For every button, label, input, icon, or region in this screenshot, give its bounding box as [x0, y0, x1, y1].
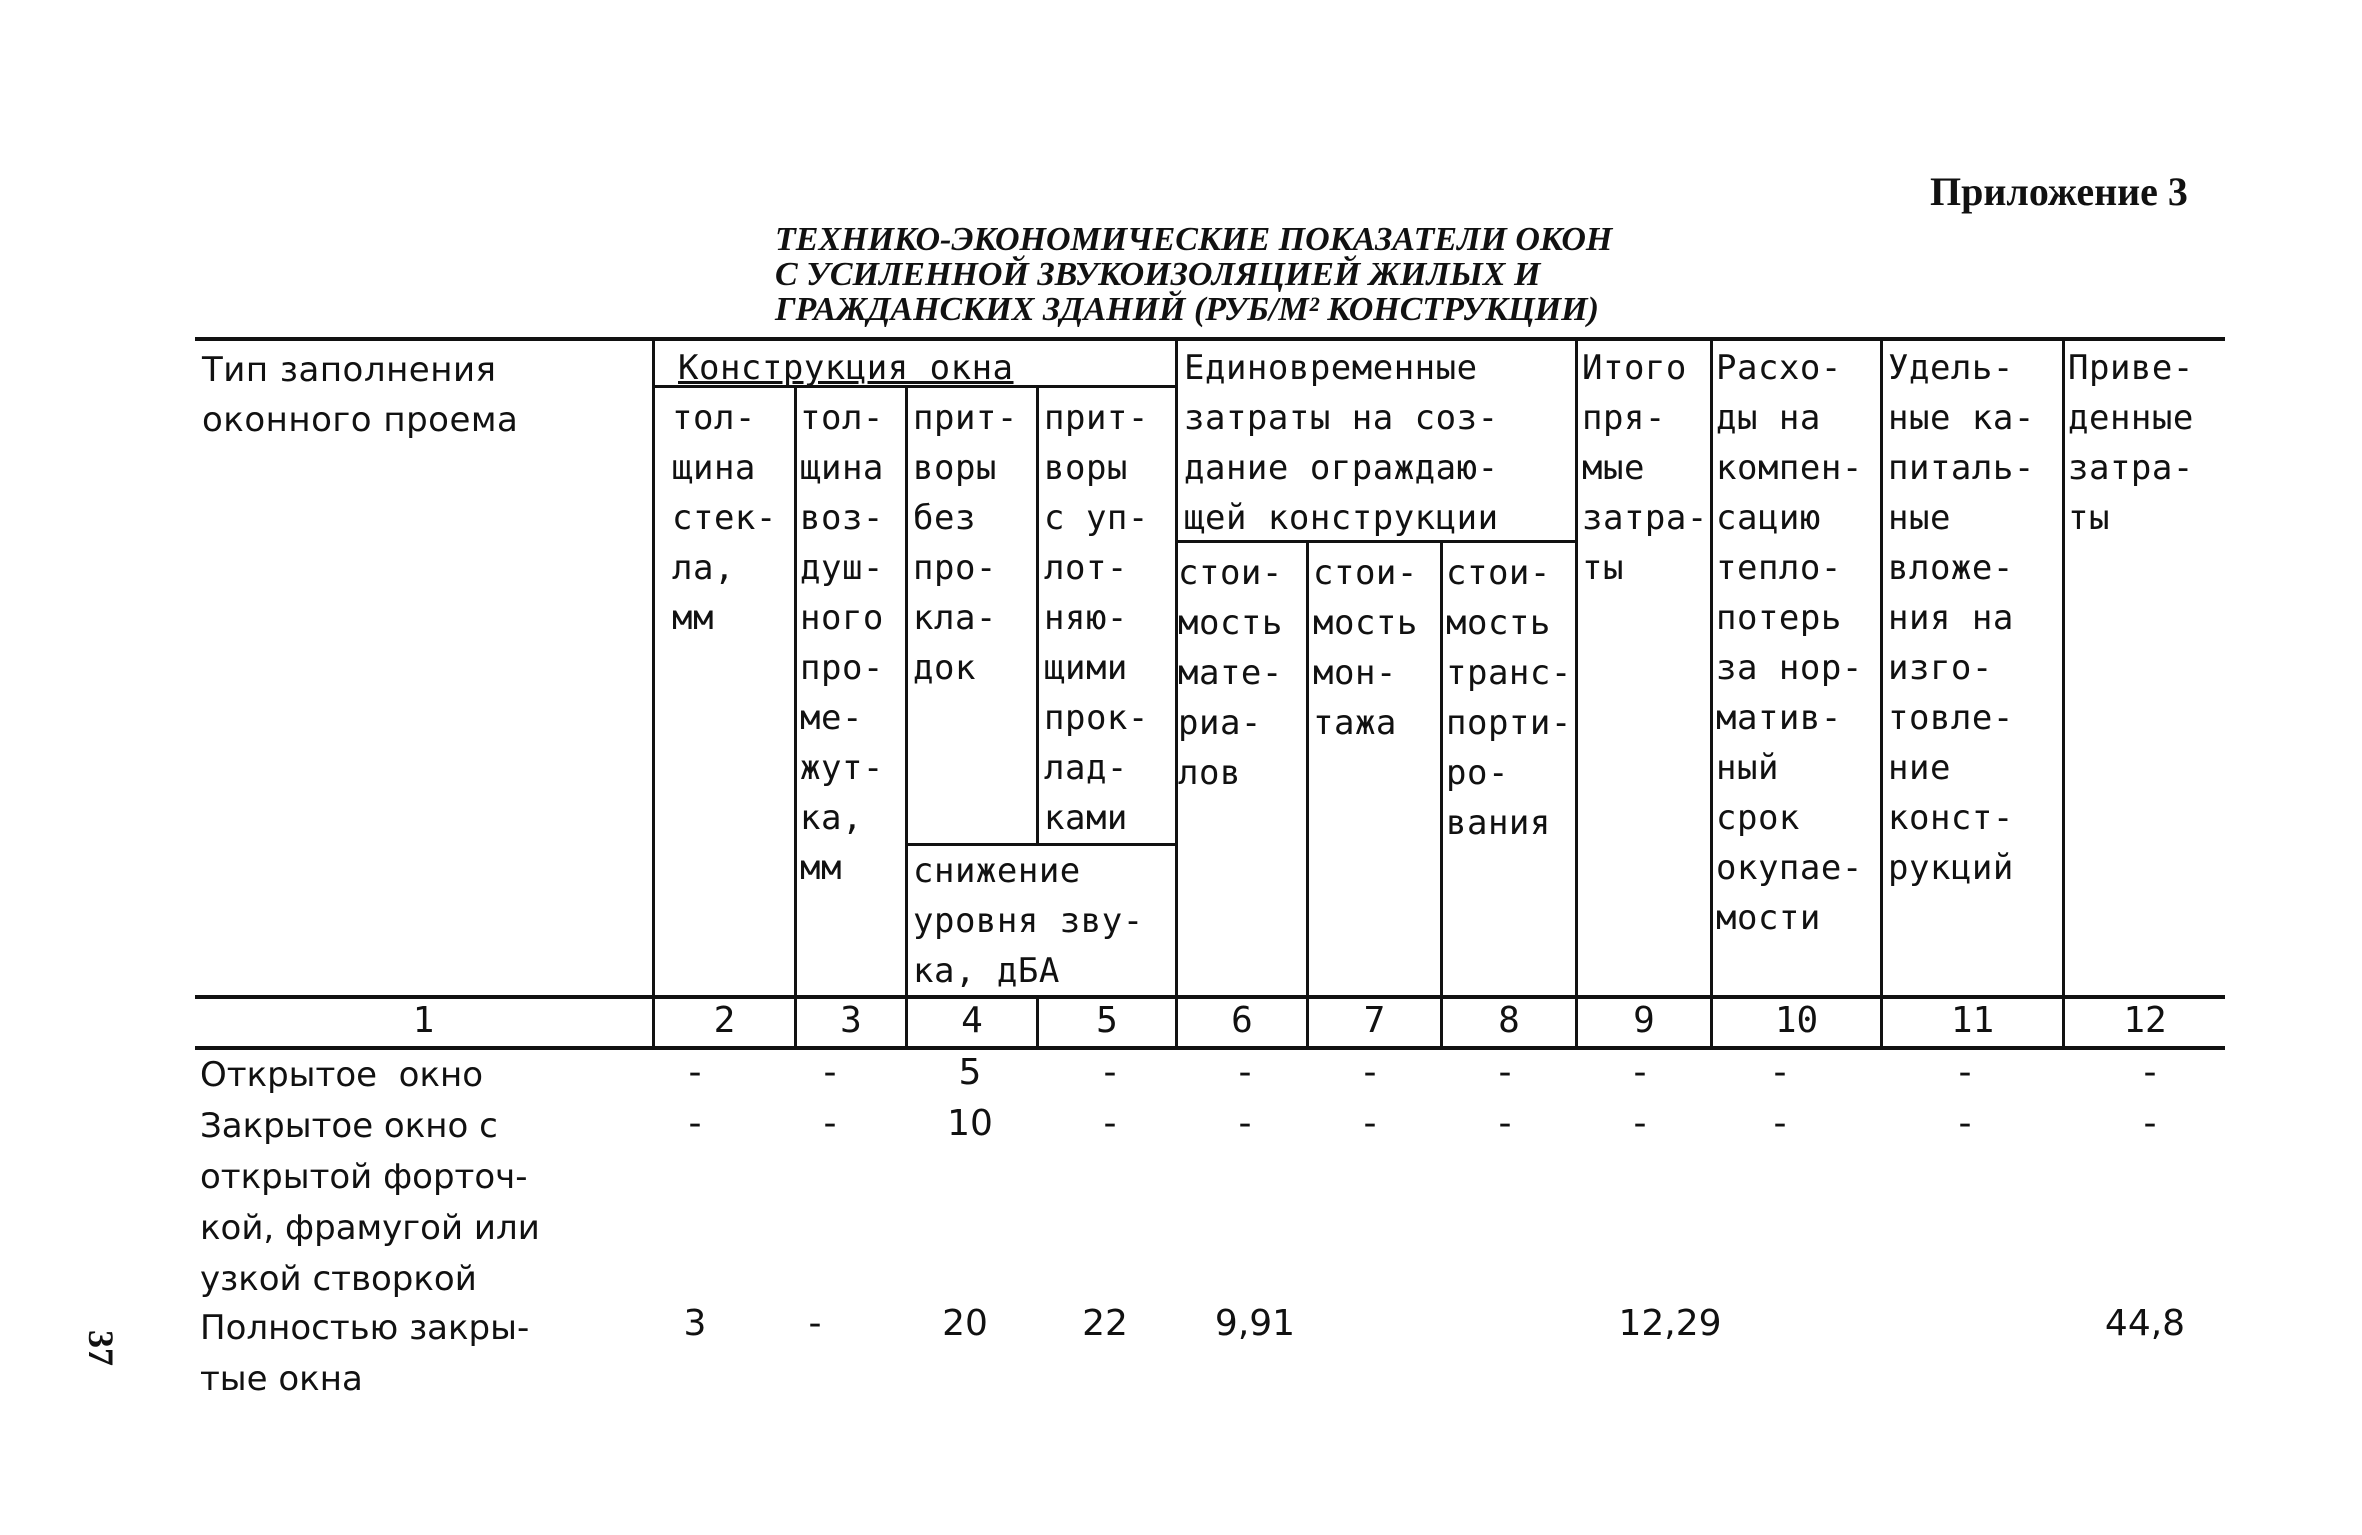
table-cell: - — [688, 1103, 702, 1144]
vline-11 — [2062, 338, 2065, 1048]
column-number: 10 — [1774, 1000, 1819, 1041]
table-cell: - — [1363, 1052, 1377, 1093]
table-cell: 22 — [1082, 1303, 1128, 1344]
table-cell: - — [1633, 1052, 1647, 1093]
table-cell: - — [823, 1103, 837, 1144]
table-cell: - — [1773, 1052, 1787, 1093]
column-number: 6 — [1231, 1000, 1253, 1041]
column-number: 12 — [2123, 1000, 2167, 1041]
header-bottom-rule — [195, 995, 2225, 999]
table-cell: - — [1958, 1103, 1972, 1144]
header-col7: стои- мость мон- тажа — [1313, 553, 1418, 743]
table-cell: - — [1773, 1103, 1787, 1144]
numbers-bottom-rule — [195, 1046, 2225, 1050]
table-cell: - — [1633, 1103, 1647, 1144]
header-noise-reduction: снижение уровня зву- ка, дБА — [913, 851, 1144, 991]
vline-3 — [905, 388, 908, 1048]
table-cell: 20 — [942, 1303, 988, 1344]
table-cell: - — [1238, 1103, 1252, 1144]
column-number: 8 — [1498, 1000, 1520, 1041]
header-construction-group: Конструкция окна — [678, 348, 1014, 388]
table-cell: - — [1103, 1052, 1117, 1093]
row-label-open-window: Открытое окно — [200, 1055, 484, 1095]
table-cell: - — [2143, 1103, 2157, 1144]
table-cell: - — [823, 1052, 837, 1093]
appendix-label: Приложение 3 — [1930, 169, 2188, 214]
title-line-2: С УСИЛЕННОЙ ЗВУКОИЗОЛЯЦИЕЙ ЖИЛЫХ И — [775, 256, 1541, 293]
vline-10 — [1880, 338, 1883, 1048]
header-col4: прит- воры без про- кла- док — [913, 398, 1018, 688]
column-number: 5 — [1096, 1000, 1118, 1041]
vline-2 — [794, 388, 797, 1048]
page-number: 37 — [81, 1330, 121, 1366]
header-type: Тип заполнения оконного проема — [202, 350, 519, 440]
table-cell: - — [688, 1052, 702, 1093]
vline-4 — [1036, 388, 1039, 843]
table-cell: - — [2143, 1052, 2157, 1093]
column-number: 11 — [1950, 1000, 1995, 1041]
header-col3: тол- щина воз- душ- ного про- ме- жут- ка, мм — [800, 398, 884, 888]
vline-7 — [1440, 543, 1443, 1048]
table-cell: 12,29 — [1618, 1303, 1722, 1344]
table-cell: - — [1103, 1103, 1117, 1144]
column-number: 9 — [1633, 1000, 1655, 1041]
header-col10: Расхо- ды на компен- сацию тепло- потерь за нор- матив- ный срок окупае- мости — [1716, 348, 1863, 938]
column-number: 7 — [1363, 1000, 1386, 1041]
header-col11: Удель- ные ка- питаль- ные вложе- ния на изго- товле- ние конст- рукций — [1888, 348, 2035, 888]
title-line-1: ТЕХНИКО-ЭКОНОМИЧЕСКИЕ ПОКАЗАТЕЛИ ОКОН — [775, 221, 1613, 258]
table-cell: - — [1238, 1052, 1252, 1093]
table-top-rule — [195, 337, 2225, 341]
vline-1 — [652, 338, 655, 1048]
table-cell: - — [1363, 1103, 1377, 1144]
column-number: 1 — [412, 1000, 435, 1041]
header-onetime-group: Единовременные затраты на соз- дание ограждаю- щей конструкции — [1184, 348, 1499, 538]
table-cell: 10 — [947, 1103, 993, 1144]
column-number: 4 — [961, 1000, 983, 1041]
document-title — [775, 222, 1612, 327]
column-number: 3 — [840, 1000, 862, 1041]
header-col2: тол- щина стек- ла, мм — [672, 398, 777, 638]
header-col5: прит- воры с уп- лот- няю- щими прок- лад- ками — [1044, 398, 1149, 838]
row-label-fully-closed: Полностью закры- тые окна — [200, 1308, 530, 1399]
vline-8 — [1575, 338, 1578, 1048]
title-line-3: ГРАЖДАНСКИХ ЗДАНИЙ (РУБ/М² КОНСТРУКЦИИ) — [775, 291, 1599, 328]
table-cell: - — [1498, 1052, 1512, 1093]
table-cell: - — [808, 1303, 822, 1344]
table-cell: 5 — [958, 1052, 982, 1093]
row-label-closed-window-vent: Закрытое окно с открытой форточ- кой, фрамугой или узкой створкой — [200, 1106, 540, 1299]
table-cell: 9,91 — [1214, 1303, 1296, 1344]
table-cell: 3 — [683, 1303, 707, 1344]
vline-6 — [1306, 543, 1309, 1048]
table-cell: - — [1958, 1052, 1972, 1093]
column-number: 2 — [713, 1000, 736, 1041]
header-col8: стои- мость транс- порти- ро- вания — [1446, 553, 1572, 843]
vline-9 — [1710, 338, 1713, 1048]
header-col12: Приве- денные затра- ты — [2068, 348, 2194, 538]
header-col6: стои- мость мате- риа- лов — [1178, 553, 1283, 793]
table-cell: 44,8 — [2104, 1303, 2186, 1344]
header-col9: Итого пря- мые затра- ты — [1582, 348, 1708, 588]
table-cell: - — [1498, 1103, 1512, 1144]
